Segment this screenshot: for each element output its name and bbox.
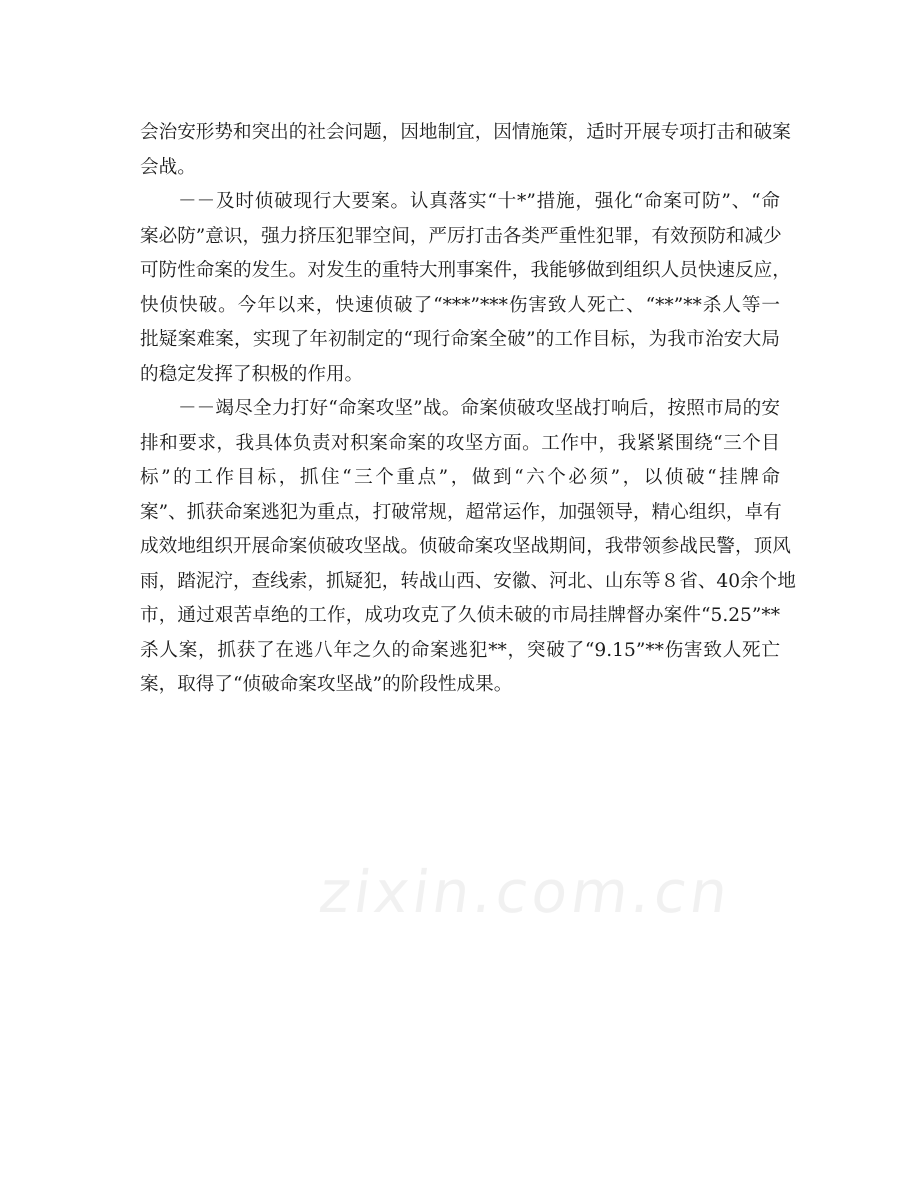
text-line: 会治安形势和突出的社会问题，因地制宜，因情施策，适时开展专项打击和破案 <box>140 122 791 143</box>
paragraph-start-line: －－竭尽全力打好“命案攻坚”战。命案侦破攻坚战打响后，按照市局的安 <box>178 398 780 419</box>
text-line: 成效地组织开展命案侦破攻坚战。侦破命案攻坚战期间，我带领参战民警，顶风 <box>140 536 791 557</box>
text-line: 案，取得了“侦破命案攻坚战”的阶段性成果。 <box>140 674 513 695</box>
text-line: 案”、抓获命案逃犯为重点，打破常规，超常运作，加强领导，精心组织，卓有 <box>140 501 782 523</box>
text-line: 市，通过艰苦卓绝的工作，成功攻克了久侦未破的市局挂牌督办案件“5.25”** <box>140 605 780 626</box>
text-line: 可防性命案的发生。对发生的重特大刑事案件，我能够做到组织人员快速反应， <box>140 260 791 281</box>
text-line: 的稳定发挥了积极的作用。 <box>140 363 364 385</box>
paragraph-start-line: －－及时侦破现行大要案。认真落实“十*”措施，强化“命案可防”、“命 <box>178 191 780 212</box>
watermark: zixin.com.cn <box>315 858 736 926</box>
text-line: 快侦快破。今年以来，快速侦破了“***”***伤害致人死亡、“**”**杀人等一 <box>140 294 780 316</box>
text-line: 排和要求，我具体负责对积案命案的攻坚方面。工作中，我紧紧围绕“三个目 <box>140 432 780 454</box>
text-line: 案必防”意识，强力挤压犯罪空间，严厉打击各类严重性犯罪，有效预防和减少 <box>140 225 782 247</box>
text-line: 杀人案，抓获了在逃八年之久的命案逃犯**，突破了“9.15”**伤害致人死亡 <box>140 639 780 661</box>
body-text <box>140 116 796 703</box>
text-line: 批疑案难案，实现了年初制定的“现行命案全破”的工作目标，为我市治安大局 <box>140 329 780 350</box>
text-line: 会战。 <box>140 156 196 178</box>
text-line: 雨，踏泥泞，查线索，抓疑犯，转战山西、安徽、河北、山东等８省、40余个地 <box>140 570 796 592</box>
text-line: 标”的工作目标，抓住“三个重点”，做到“六个必须”，以侦破“挂牌命 <box>140 467 780 488</box>
